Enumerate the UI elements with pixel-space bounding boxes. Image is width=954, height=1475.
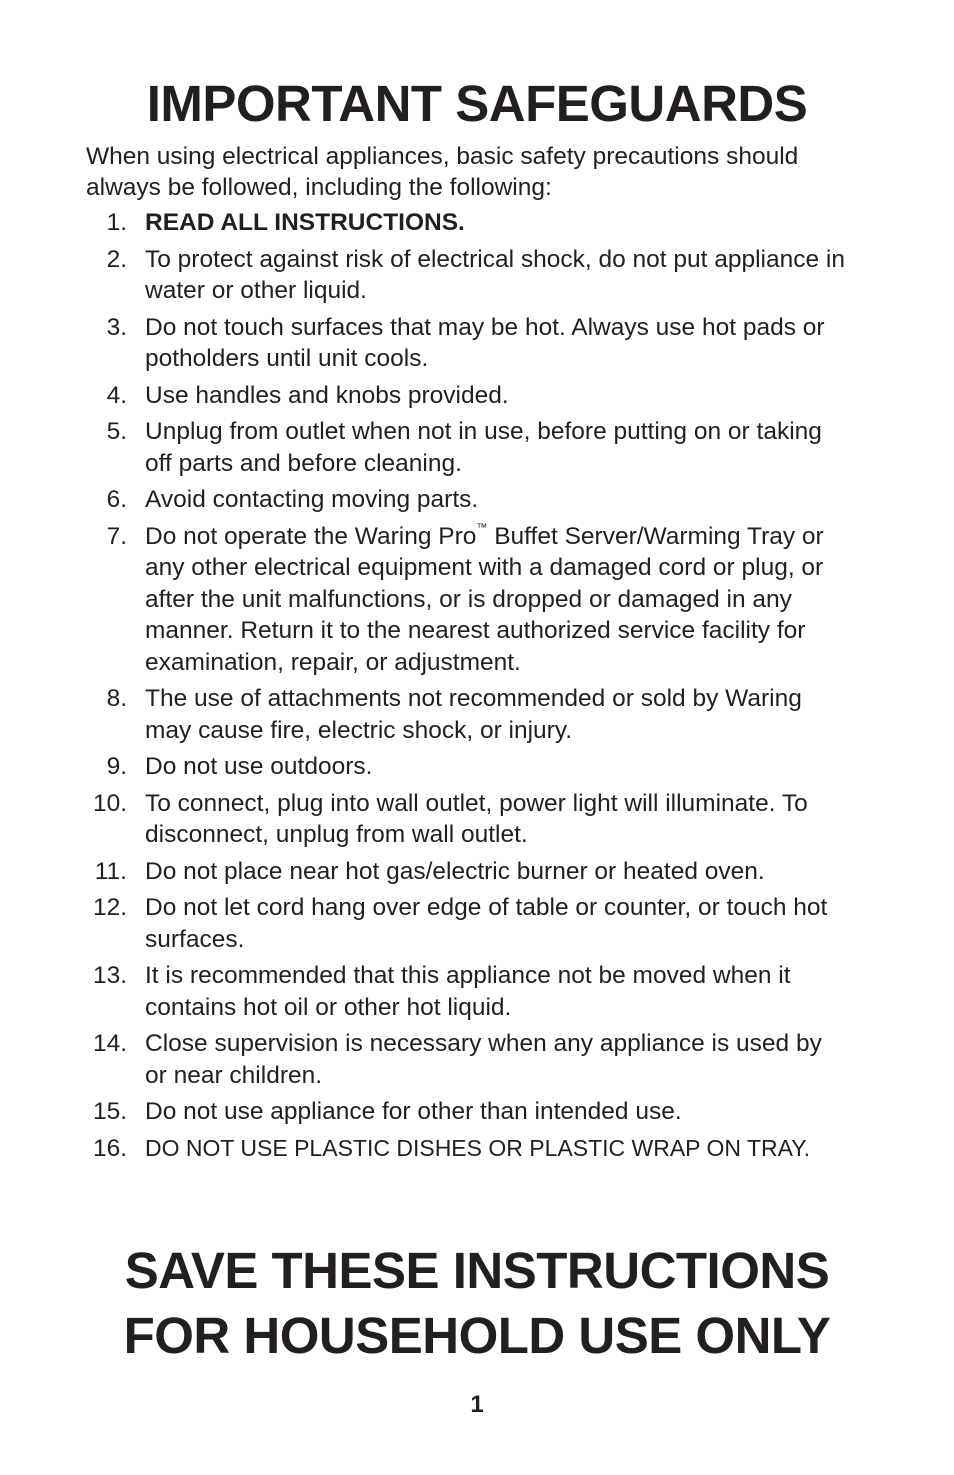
item-number: 6. <box>106 486 127 513</box>
item-number: 11. <box>94 857 127 885</box>
item-text: Do not let cord hang over edge of table or counter, or touch hot surfaces. <box>145 894 828 953</box>
footer-line-1: SAVE THESE INSTRUCTIONS <box>124 1242 830 1299</box>
item-text: Do not use outdoors. <box>145 753 373 780</box>
item-text: To connect, plug into wall outlet, power light will illuminate. To disconnect, unplug from wall outlet. <box>145 789 808 848</box>
item-text: Avoid contacting moving parts. <box>145 486 479 513</box>
item-text-after: Buffet Server/Warming Tray or any other electrical equipment with a damaged cord or plug, or after the unit malfunctions, or is dropped or damaged in any manner. Return it to the nearest authorized service facility for examination, repair, or adjustment. <box>145 522 824 676</box>
page-title: IMPORTANT SAFEGUARDS <box>146 75 808 132</box>
item-text-before: Do not operate the Waring Pro <box>145 522 477 550</box>
item-text: It is recommended that this appliance not be moved when it contains hot oil or other hot liquid. <box>145 962 791 1021</box>
item-text: Close supervision is necessary when any appliance is used by or near children. <box>145 1030 822 1089</box>
item-text: Do not place near hot gas/electric burner or heated oven. <box>145 857 765 885</box>
list-item <box>86 207 846 239</box>
item-number: 9. <box>106 753 127 780</box>
item-text: DO NOT USE PLASTIC DISHES OR PLASTIC WRAP ON TRAY. <box>145 1134 811 1161</box>
list-item <box>86 788 846 851</box>
item-number: 14. <box>92 1030 127 1057</box>
item-text: READ ALL INSTRUCTIONS. <box>145 209 465 236</box>
trademark-symbol: ™ <box>476 522 488 535</box>
item-text: Do not touch surfaces that may be hot. Always use hot pads or potholders until unit cools. <box>145 313 825 372</box>
item-number: 16. <box>92 1134 127 1162</box>
page-number: 1 <box>470 1391 484 1418</box>
list-item <box>86 1028 846 1091</box>
list-item <box>86 892 846 955</box>
list-item <box>86 244 846 307</box>
safeguards-list <box>86 207 846 1169</box>
item-number: 8. <box>106 685 127 712</box>
item-number: 1. <box>106 209 127 236</box>
list-item <box>86 312 846 375</box>
list-item <box>86 416 846 479</box>
list-item <box>86 521 846 679</box>
list-item <box>86 484 846 516</box>
item-text: To protect against risk of electrical shock, do not put appliance in water or other liquid. <box>145 245 845 304</box>
list-item <box>86 380 846 412</box>
list-item <box>86 960 846 1023</box>
item-number: 15. <box>92 1098 127 1125</box>
item-number: 3. <box>106 313 127 341</box>
item-text <box>145 523 824 676</box>
item-number: 2. <box>106 245 127 273</box>
item-number: 7. <box>106 522 127 550</box>
item-text: Unplug from outlet when not in use, before putting on or taking off parts and before cleaning. <box>145 418 822 477</box>
item-number: 5. <box>106 418 127 445</box>
item-number: 4. <box>106 381 127 409</box>
item-text: The use of attachments not recommended or sold by Waring may cause fire, electric shock, or injury. <box>145 685 802 744</box>
item-number: 12. <box>92 894 127 921</box>
list-item <box>86 683 846 746</box>
item-number: 10. <box>92 789 127 817</box>
item-text: Use handles and knobs provided. <box>145 381 509 409</box>
intro-text: When using electrical appliances, basic safety precautions should always be followed, including the following: <box>86 143 799 201</box>
list-item <box>86 856 846 888</box>
item-text: Do not use appliance for other than intended use. <box>145 1098 682 1125</box>
footer-line-2: FOR HOUSEHOLD USE ONLY <box>123 1307 831 1364</box>
list-item <box>86 751 846 783</box>
list-item <box>86 1096 846 1128</box>
list-item <box>86 1133 846 1165</box>
save-instructions-heading <box>0 1238 954 1368</box>
item-number: 13. <box>92 962 127 989</box>
